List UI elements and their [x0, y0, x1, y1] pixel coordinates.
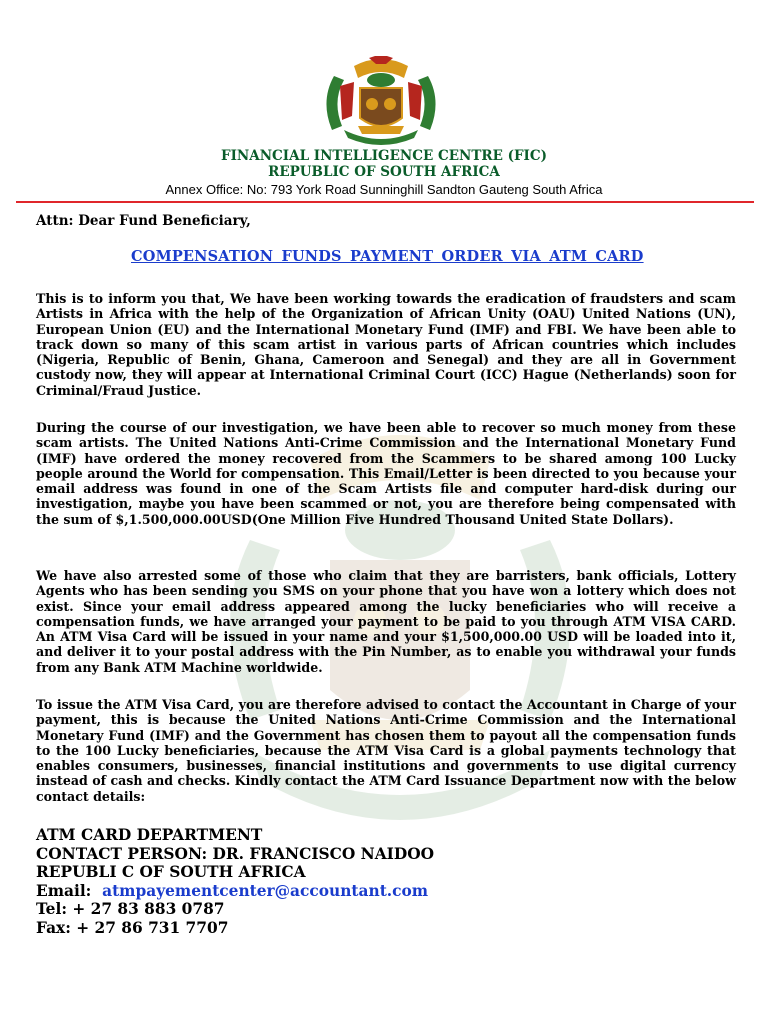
email-link[interactable]: atmpayementcenter@accountant.com [102, 881, 429, 900]
paragraph-2: During the course of our investigation, we have been able to recover so much money from these scam artists. The United Nations Anti-Crime Commission and the International Monetary Fund (IMF) have ordered the money recovered from the Scammers to be shared among 100 Lucky people around the World for compensation. This Email/Letter is been directed to you because your email address was found in one of the Scam Artists file and computer hard-disk during our investigation, maybe you have been scammed or not, you are therefore being compensated with the sum of $,1.500,000.00USD(One Million Five Hundred Thousand United State Dollars). [36, 420, 736, 527]
contact-department: ATM CARD DEPARTMENT [36, 826, 263, 844]
contact-person: CONTACT PERSON: DR. FRANCISCO NAIDOO [36, 844, 435, 863]
org-name: FINANCIAL INTELLIGENCE CENTRE (FIC) [220, 148, 547, 164]
email-label: Email: [36, 881, 92, 900]
header-divider [16, 201, 754, 203]
paragraph-3: We have also arrested some of those who claim that they are barristers, bank officials, Lottery Agents who has been sending you SMS on your phone that you have won a lottery which does not exist. Since your email address appeared among the lucky beneficiaries who will receive a compensation funds, we have arranged your payment to be paid to you through ATM VISA CARD. An ATM Visa Card will be issued in your name and your $1,500,000.00 USD will be loaded into it, and deliver it to your postal address with the Pin Number, as to enable you withdrawal your funds from any Bank ATM Machine worldwide. [36, 568, 736, 675]
annex-address: Annex Office: No: 793 York Road Sunninghill Sandton Gauteng South Africa [165, 182, 603, 197]
paragraph-4: To issue the ATM Visa Card, you are therefore advised to contact the Accountant in Charge of your payment, this is because the United Nations Anti-Crime Commission and the International Monetary Fund (IMF) and the Government has chosen them to payout all the compensation funds to the 100 Lucky beneficiaries, because the ATM Visa Card is a global payments technology that enables consumers, businesses, financial institutions and governments to use digital currency instead of cash and checks. Kindly contact the ATM Card Issuance Department now with the below contact details: [36, 697, 736, 804]
contact-tel: Tel: + 27 83 883 0787 [36, 900, 225, 919]
letter-subject: COMPENSATION FUNDS PAYMENT ORDER VIA ATM CARD [131, 248, 644, 265]
contact-fax: Fax: + 27 86 731 7707 [36, 918, 229, 937]
coat-of-arms-emblem [314, 56, 448, 148]
paragraph-1: This is to inform you that, We have been working towards the eradication of fraudsters and scam Artists in Africa with the help of the Organization of African Unity (OAU) United Nations (UN), European Union (EU) and the International Monetary Fund (IMF) and FBI. We have been able to track down so many of this scam artist in various parts of African countries which includes (Nigeria, Republic of Benin, Ghana, Cameroon and Senegal) and they are all in Government custody now, they will appear at International Criminal Court (ICC) Hague (Netherlands) soon for Criminal/Fraud Justice. [36, 291, 736, 398]
contact-block [36, 826, 736, 938]
salutation: Attn: Dear Fund Beneficiary, [36, 213, 251, 229]
contact-country: REPUBLI C OF SOUTH AFRICA [36, 863, 306, 882]
org-country: REPUBLIC OF SOUTH AFRICA [268, 164, 500, 180]
contact-email-row [36, 882, 736, 901]
